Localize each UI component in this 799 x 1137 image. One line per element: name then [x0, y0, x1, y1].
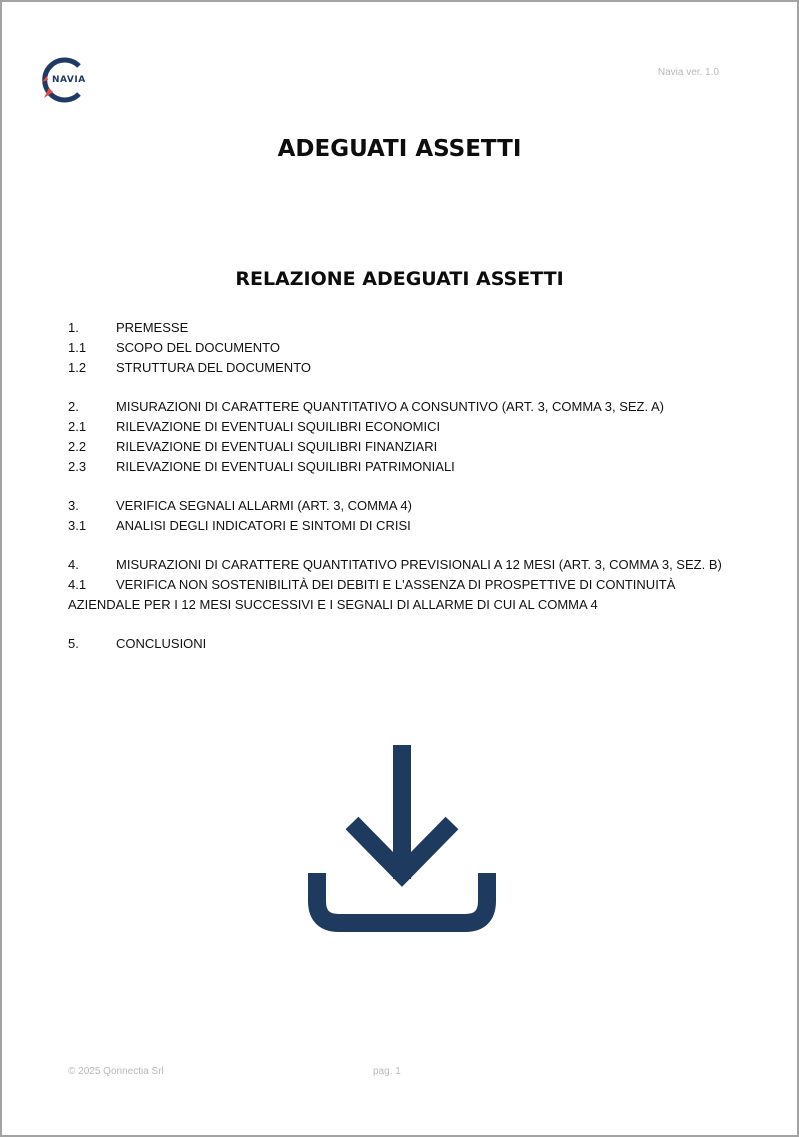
toc-item	[68, 437, 738, 457]
table-of-contents	[68, 318, 738, 654]
page-number: pag. 1	[373, 1066, 401, 1077]
footer-copyright: © 2025 Qonnectia Srl	[68, 1066, 164, 1077]
toc-item	[68, 338, 738, 358]
toc-text: RILEVAZIONE DI EVENTUALI SQUILIBRI ECONOMICI	[116, 419, 441, 434]
toc-item	[68, 358, 738, 378]
toc-number: 1.2	[68, 360, 87, 375]
toc-number: 3.	[68, 498, 79, 513]
toc-item	[68, 417, 738, 437]
toc-number: 2.	[68, 399, 79, 414]
toc-item	[68, 397, 738, 417]
navia-logo	[39, 54, 91, 106]
toc-number: 1.1	[68, 340, 87, 355]
page-title: ADEGUATI ASSETTI	[277, 136, 522, 162]
toc-item	[68, 555, 738, 575]
toc-item	[68, 575, 738, 615]
toc-item	[68, 318, 738, 338]
toc-text: VERIFICA NON SOSTENIBILITÀ DEI DEBITI E L'ASSENZA DI PROSPETTIVE DI CONTINUITÀ AZIENDALE PER I 12 MESI SUCCESSIVI E I SEGNALI DI ALLARME DI CUI AL COMMA 4	[68, 577, 676, 612]
toc-item	[68, 516, 738, 536]
toc-number: 2.3	[68, 459, 87, 474]
download-icon	[306, 743, 498, 932]
toc-text: RILEVAZIONE DI EVENTUALI SQUILIBRI PATRIMONIALI	[116, 459, 455, 474]
toc-text: SCOPO DEL DOCUMENTO	[116, 340, 280, 355]
toc-text: ANALISI DEGLI INDICATORI E SINTOMI DI CRISI	[116, 518, 411, 533]
toc-item	[68, 634, 738, 654]
version-label: Navia ver. 1.0	[657, 67, 719, 78]
toc-number: 4.1	[68, 577, 87, 592]
toc-number: 2.1	[68, 419, 87, 434]
toc-number: 3.1	[68, 518, 87, 533]
toc-text: PREMESSE	[116, 320, 189, 335]
toc-item	[68, 496, 738, 516]
toc-text: MISURAZIONI DI CARATTERE QUANTITATIVO PREVISIONALI A 12 MESI (ART. 3, COMMA 3, SEZ. B)	[116, 557, 722, 572]
toc-text: CONCLUSIONI	[116, 636, 207, 651]
logo-text: NAVIA	[52, 75, 86, 85]
toc-text: RILEVAZIONE DI EVENTUALI SQUILIBRI FINANZIARI	[116, 439, 438, 454]
page-subtitle: RELAZIONE ADEGUATI ASSETTI	[235, 268, 564, 290]
toc-number: 1.	[68, 320, 79, 335]
toc-text: STRUTTURA DEL DOCUMENTO	[116, 360, 312, 375]
toc-text: VERIFICA SEGNALI ALLARMI (ART. 3, COMMA 4)	[116, 498, 412, 513]
download-button[interactable]	[306, 743, 498, 932]
toc-item	[68, 457, 738, 477]
toc-number: 4.	[68, 557, 79, 572]
toc-text: MISURAZIONI DI CARATTERE QUANTITATIVO A CONSUNTIVO (ART. 3, COMMA 3, SEZ. A)	[116, 399, 664, 414]
toc-number: 5.	[68, 636, 79, 651]
toc-number: 2.2	[68, 439, 87, 454]
